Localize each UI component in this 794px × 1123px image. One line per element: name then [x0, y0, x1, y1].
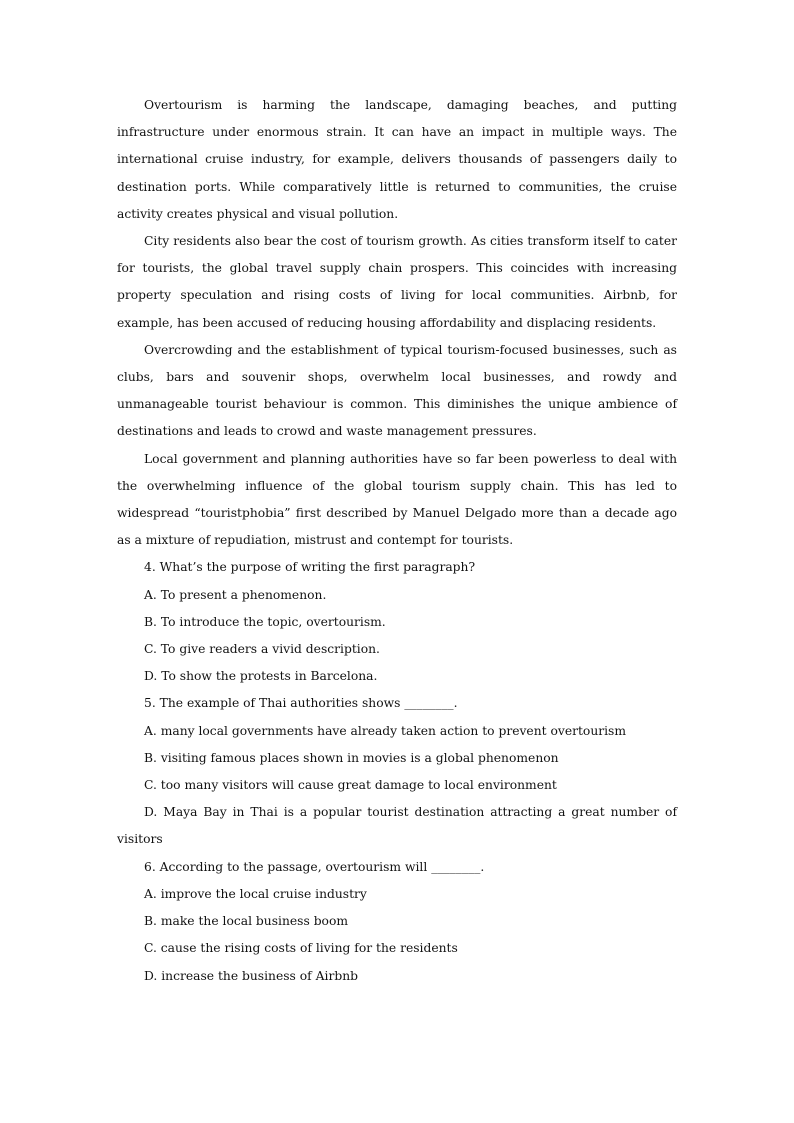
- question-5: [117, 690, 677, 853]
- passage-paragraph: City residents also bear the cost of tourism growth. As cities transform itself to cater for tourists, the global travel supply chain prospers. This coincides with increasing property speculation and rising costs of living for local communities. Airbnb, for example, has been accused of reducing housing affordability and displacing residents.: [117, 234, 677, 330]
- answer-option-a: A. improve the local cruise industry: [144, 886, 367, 901]
- answer-option-d: D. Maya Bay in Thai is a popular tourist destination attracting a great number of visitors: [117, 805, 677, 847]
- answer-option-b: B. To introduce the topic, overtourism.: [144, 614, 386, 629]
- passage-paragraph: Overcrowding and the establishment of typical tourism-focused businesses, such as clubs, bars and souvenir shops, overwhelm local businesses, and rowdy and unmanageable tourist behaviour is common. This diminishes the unique ambience of destinations and leads to crowd and waste management pressures.: [117, 342, 677, 439]
- answer-option-c: C. cause the rising costs of living for the residents: [144, 941, 458, 956]
- answer-option-c: C. To give readers a vivid description.: [144, 642, 380, 657]
- answer-option-d: D. To show the protests in Barcelona.: [144, 669, 378, 684]
- question-6: [117, 854, 677, 990]
- document-page: [117, 92, 677, 990]
- reading-passage: [117, 92, 677, 554]
- answer-option-a: A. many local governments have already taken action to prevent overtourism: [144, 723, 627, 738]
- answer-option-a: A. To present a phenomenon.: [144, 587, 327, 602]
- answer-option-b: B. make the local business boom: [144, 914, 349, 929]
- question-4: [117, 554, 677, 690]
- question-stem: 4. What’s the purpose of writing the first paragraph?: [144, 560, 476, 575]
- question-stem: 6. According to the passage, overtourism will ________.: [144, 859, 485, 874]
- answer-option-d: D. increase the business of Airbnb: [144, 968, 358, 983]
- question-stem: 5. The example of Thai authorities shows ________.: [144, 696, 458, 711]
- answer-option-b: B. visiting famous places shown in movies is a global phenomenon: [144, 750, 559, 765]
- passage-paragraph: Local government and planning authorities have so far been powerless to deal with the overwhelming influence of the global tourism supply chain. This has led to widespread “touristphobia” first described by Manuel Delgado more than a decade ago as a mixture of repudiation, mistrust and contempt for tourists.: [117, 451, 677, 548]
- passage-paragraph: Overtourism is harming the landscape, damaging beaches, and putting infrastructure under enormous strain. It can have an impact in multiple ways. The international cruise industry, for example, delivers thousands of passengers daily to destination ports. While comparatively little is returned to communities, the cruise activity creates physical and visual pollution.: [117, 98, 677, 221]
- answer-option-c: C. too many visitors will cause great damage to local environment: [144, 778, 557, 793]
